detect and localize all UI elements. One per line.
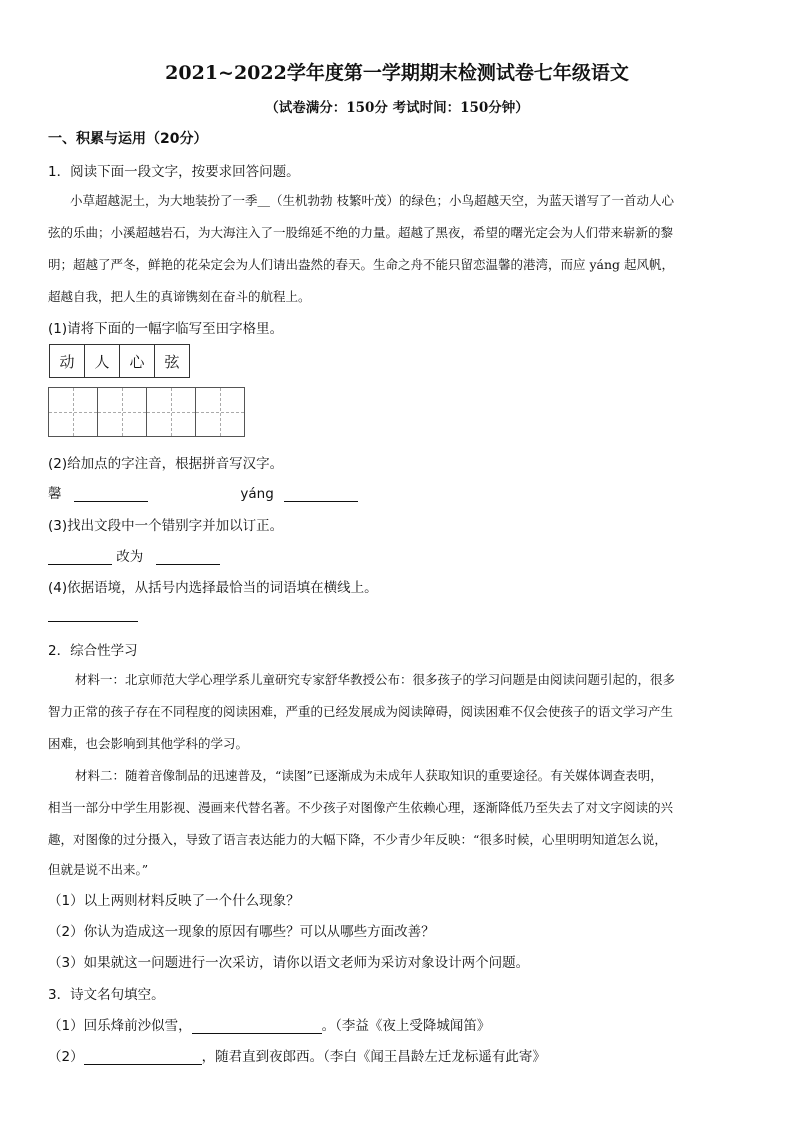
answer-blank[interactable] (84, 1050, 202, 1065)
answer-blank[interactable] (74, 487, 148, 502)
poem-line-1 (48, 1014, 490, 1034)
q2-sub-question: （1）以上两则材料反映了一个什么现象？ (48, 893, 300, 909)
answer-blank[interactable] (48, 607, 138, 622)
answer-blank[interactable] (284, 487, 358, 502)
poem-line-2 (48, 1045, 546, 1065)
passage-line: 弦的乐曲；小溪超越岩石，为大海注入了一股绵延不绝的力量。超越了黑夜，希望的曙光定会为人们带来崭新的黎 (48, 225, 674, 240)
sub-question-3: (3)找出文段中一个错别字并加以订正。 (48, 518, 284, 534)
answer-line-4 (48, 606, 138, 622)
material-line: 材料一：北京师范大学心理学系儿童研究专家舒华教授公布：很多孩子的学习问题是由阅读问题引起的，很多 (75, 672, 676, 687)
grid-cell[interactable] (147, 388, 196, 436)
poem-text: 。（李益《夜上受降城闻笛》 (321, 1018, 491, 1034)
answer-blank[interactable] (156, 550, 220, 565)
material-line: 材料二：随着音像制品的迅速普及，“读图”已逐渐成为未成年人获取知识的重要途径。有关媒体调查表明， (75, 768, 663, 783)
model-char: 人 (85, 345, 120, 377)
exam-info: （试卷满分：150分 考试时间：150分钟） (265, 100, 529, 116)
passage-line: 明；超越了严冬，鲜艳的花朵定会为人们请出盎然的春天。生命之舟不能只留恋温馨的港湾，而应 yáng 起风帆， (48, 257, 675, 272)
q2-sub-question: （3）如果就这一问题进行一次采访，请你以语文老师为采访对象设计两个问题。 (48, 955, 530, 971)
section-heading: 一、积累与运用（20分） (48, 131, 208, 147)
passage-line: 小草超越泥土，为大地装扮了一季＿（生机勃勃 枝繁叶茂）的绿色；小鸟超越天空，为蓝天谱写了一首动人心 (70, 193, 674, 208)
sub-question-2: (2)给加点的字注音，根据拼音写汉字。 (48, 456, 284, 472)
q2-sub-question: （2）你认为造成这一现象的原因有哪些？可以从哪些方面改善？ (48, 924, 435, 940)
grid-cell[interactable] (196, 388, 244, 436)
model-char: 心 (120, 345, 155, 377)
material-line: 但就是说不出来。” (48, 862, 149, 877)
material-line: 困难，也会影响到其他学科的学习。 (48, 736, 249, 751)
question-3-stem: 3．诗文名句填空。 (48, 987, 165, 1003)
grid-cell[interactable] (98, 388, 147, 436)
char-label: 馨 (48, 486, 62, 502)
sub-question-4: (4)依据语境，从括号内选择最恰当的词语填在横线上。 (48, 580, 378, 596)
question-2-stem: 2．综合性学习 (48, 643, 138, 659)
page-title: 2021~2022学年度第一学期期末检测试卷七年级语文 (165, 62, 629, 84)
poem-text: （1）回乐烽前沙似雪， (48, 1018, 192, 1034)
poem-text: ，随君直到夜郎西。（李白《闻王昌龄左迁龙标遥有此寄》 (201, 1049, 546, 1065)
poem-text: （2） (48, 1049, 84, 1065)
model-char: 动 (50, 345, 85, 377)
material-line: 智力正常的孩子存在不同程度的阅读困难，严重的已经发展成为阅读障碍，阅读困难不仅会使孩子的语文学习产生 (48, 704, 674, 719)
pinyin-label: yáng (240, 486, 274, 502)
grid-cell[interactable] (49, 388, 98, 436)
change-to-label: 改为 (116, 549, 144, 565)
material-line: 趣，对图像的过分摄入，导致了语言表达能力的大幅下降，不少青少年反映：“很多时候，心里明明知道怎么说， (48, 832, 667, 847)
tian-zi-grid[interactable] (48, 387, 245, 437)
sub-question-1: (1)请将下面的一幅字临写至田字格里。 (48, 321, 284, 337)
material-line: 相当一部分中学生用影视、漫画来代替名著。不少孩子对图像产生依赖心理，逐渐降低乃至失去了对文字阅读的兴 (48, 800, 674, 815)
model-characters (49, 344, 190, 378)
answer-line-2 (48, 482, 358, 502)
model-char: 弦 (164, 352, 180, 371)
answer-line-3 (48, 545, 220, 565)
question-1-stem: 1．阅读下面一段文字，按要求回答问题。 (48, 164, 300, 180)
answer-blank[interactable] (48, 550, 112, 565)
passage-line: 超越自我，把人生的真谛镌刻在奋斗的航程上。 (48, 289, 311, 304)
answer-blank[interactable] (192, 1019, 322, 1034)
